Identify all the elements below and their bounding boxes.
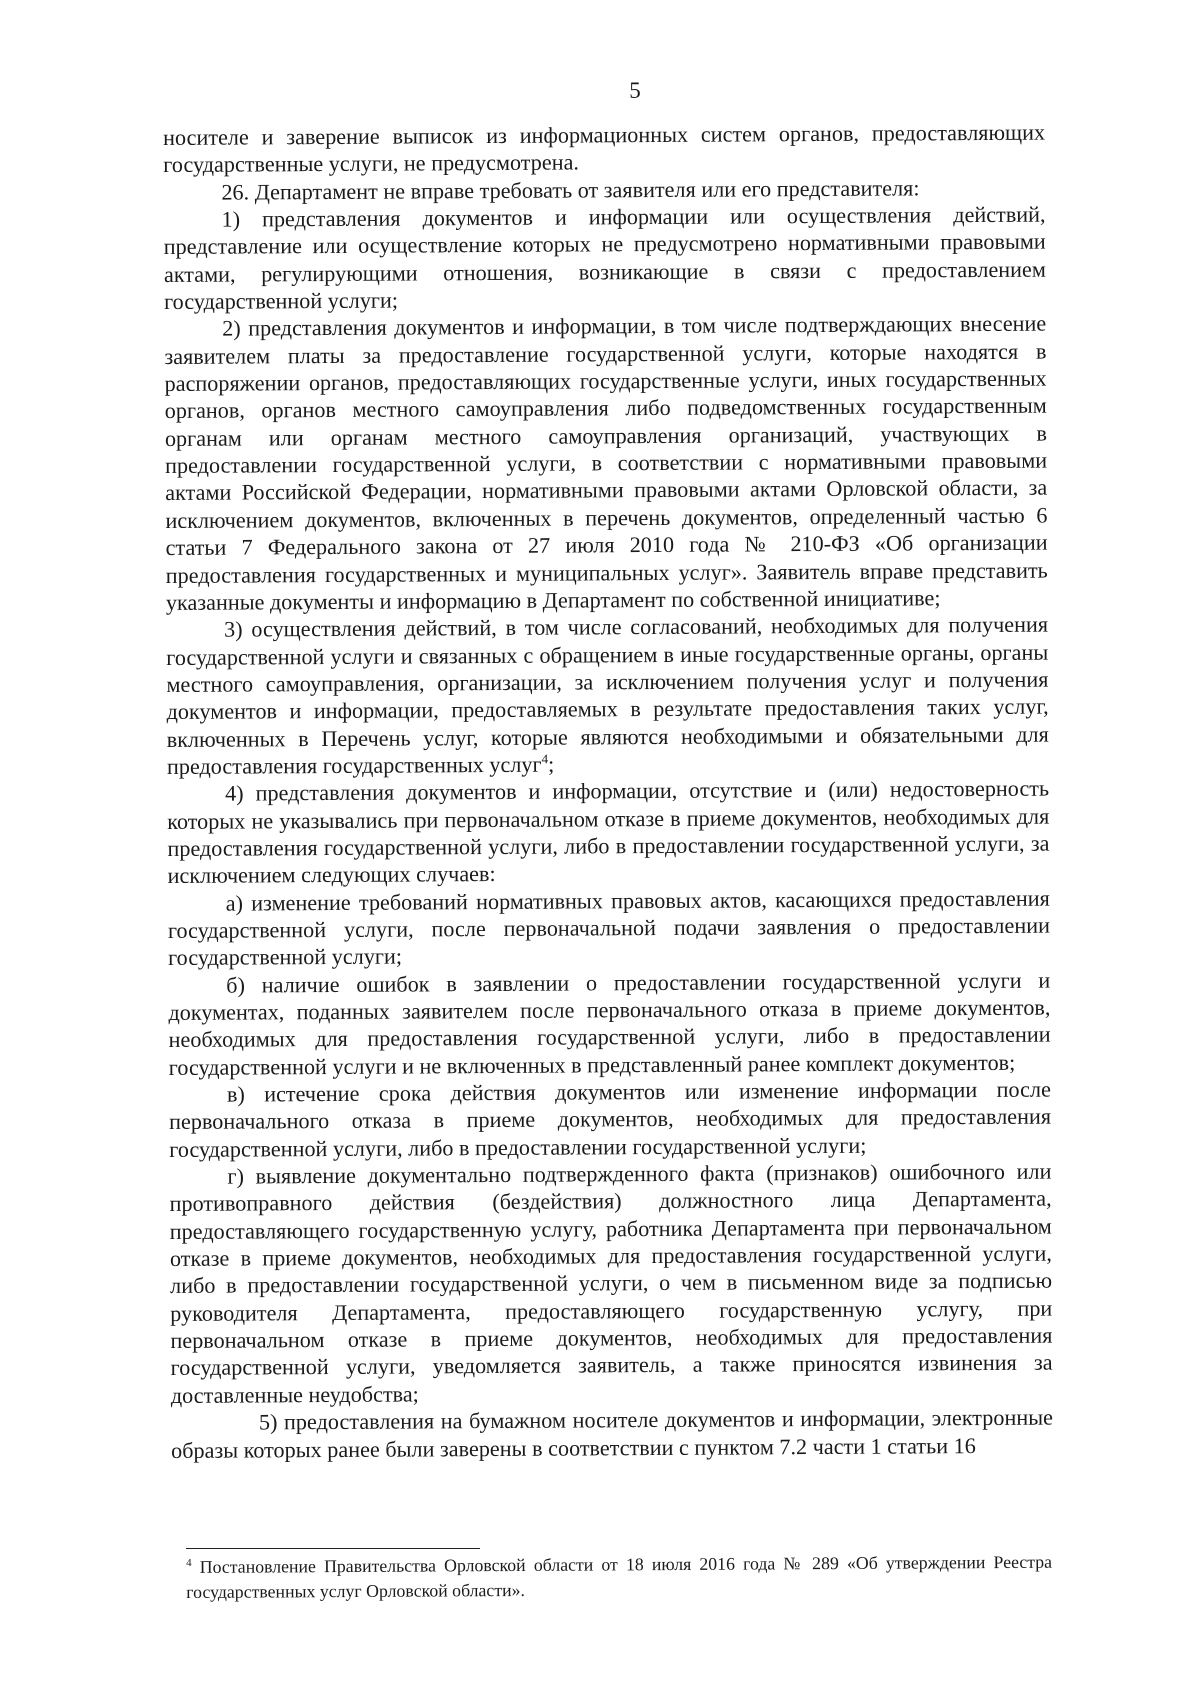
paragraph-continuation: носителе и заверение выписок из информационных систем органов, предоставляющих государственные услуги, не предусмотрена. [163, 119, 1046, 178]
paragraph-subitem-4: 4) представления документов и информации, отсутствие и (или) недостоверность которых не указывались при первоначальном отказе в приеме документов, необходимых для предоставления государственной услуги, либо в предоставлении государственной услуги, за исключением следующих случаев: [167, 775, 1050, 889]
paragraph-subitem-3 [166, 611, 1049, 780]
footnote-separator [186, 1548, 480, 1549]
paragraph-item-26: 26. Департамент не вправе требовать от заявителя или его представителя: [221, 175, 920, 205]
footnote-marker: 4 [186, 1557, 192, 1570]
paragraph-subitem-3-text: 3) осуществления действий, в том числе согласований, необходимых для получения государственной услуги и связанных с обращением в иные государственные органы, органы местного самоуправления, организации, за исключением получения услуг и получения документов и информации, предоставляемых в результате предоставления таких услуг, включенных в Перечень услуг, которые являются необходимыми и обязательными для предоставления государственных услуг [166, 611, 1049, 779]
footnote-text: Постановление Правительства Орловской области от 18 июля 2016 года № 289 «Об утверждении Реестра государственных услуг Орловской области». [186, 1551, 1053, 1602]
paragraph-subitem-3-tail: ; [547, 751, 555, 777]
paragraph-case-a: а) изменение требований нормативных правовых актов, касающихся предоставления государственной услуги, после первоначальной подачи заявления о предоставлении государственной услуги; [167, 885, 1050, 971]
paragraph-subitem-2: 2) представления документов и информации, в том числе подтверждающих внесение заявителем платы за предоставление государственной услуги, которые находятся в распоряжении органов, предоставляющих государственные услуги, иных государственных органов, органов местного самоуправления либо подведомственных государственным органам или органам местного самоуправления организаций, участвующих в предоставлении государственной услуги, в соответствии с нормативными правовыми актами Российской Федерации, нормативными правовыми актами Орловской области, за исключением документов, включенных в перечень документов, определенный частью 6 статьи 7 Федерального закона от 27 июля 2010 года № 210-ФЗ «Об организации предоставления государственных и муниципальных услуг». Заявитель вправе представить указанные документы и информацию в Департамент по собственной инициативе; [164, 311, 1048, 615]
document-body [163, 119, 1053, 1464]
footnote [186, 1550, 1052, 1605]
paragraph-subitem-5: 5) предоставления на бумажном носителе документов и информации, электронные образы которых ранее были заверены в соответствии с пунктом 7.2 части 1 статьи 16 [171, 1404, 1053, 1463]
paragraph-subitem-1: 1) представления документов и информации или осуществления действий, представление или осуществление которых не предусмотрено нормативными правовыми актами, регулирующими отношения, возникающие в связи с предоставлением государственной услуги; [163, 201, 1046, 315]
footnote-reference: 4 [541, 751, 549, 767]
page-number: 5 [629, 78, 641, 103]
paragraph-case-b: б) наличие ошибок в заявлении о предоставлении государственной услуги и документах, поданных заявителем после первоначального отказа в приеме документов, необходимых для предоставления государственной услуги, либо в предоставлении государственной услуги и не включенных в представленный ранее комплект документов; [168, 967, 1051, 1080]
paragraph-case-g: г) выявление документально подтвержденного факта (признаков) ошибочного или противоправного действия (бездействия) должностного лица Департамента, предоставляющего государственную услугу, работника Департамента при первоначальном отказе в приеме документов, необходимых для предоставления государственной услуги, либо в предоставлении государственной услуги, о чем в письменном виде за подписью руководителя Департамента, предоставляющего государственную услугу, при первоначальном отказе в приеме документов, необходимых для предоставления государственной услуги, уведомляется заявитель, а также приносятся извинения за доставленные неудобства; [169, 1158, 1053, 1408]
paragraph-case-v: в) истечение срока действия документов или изменение информации после первоначального отказа в приеме документов, необходимых для предоставления государственной услуги, либо в предоставлении государственной услуги; [169, 1076, 1052, 1162]
